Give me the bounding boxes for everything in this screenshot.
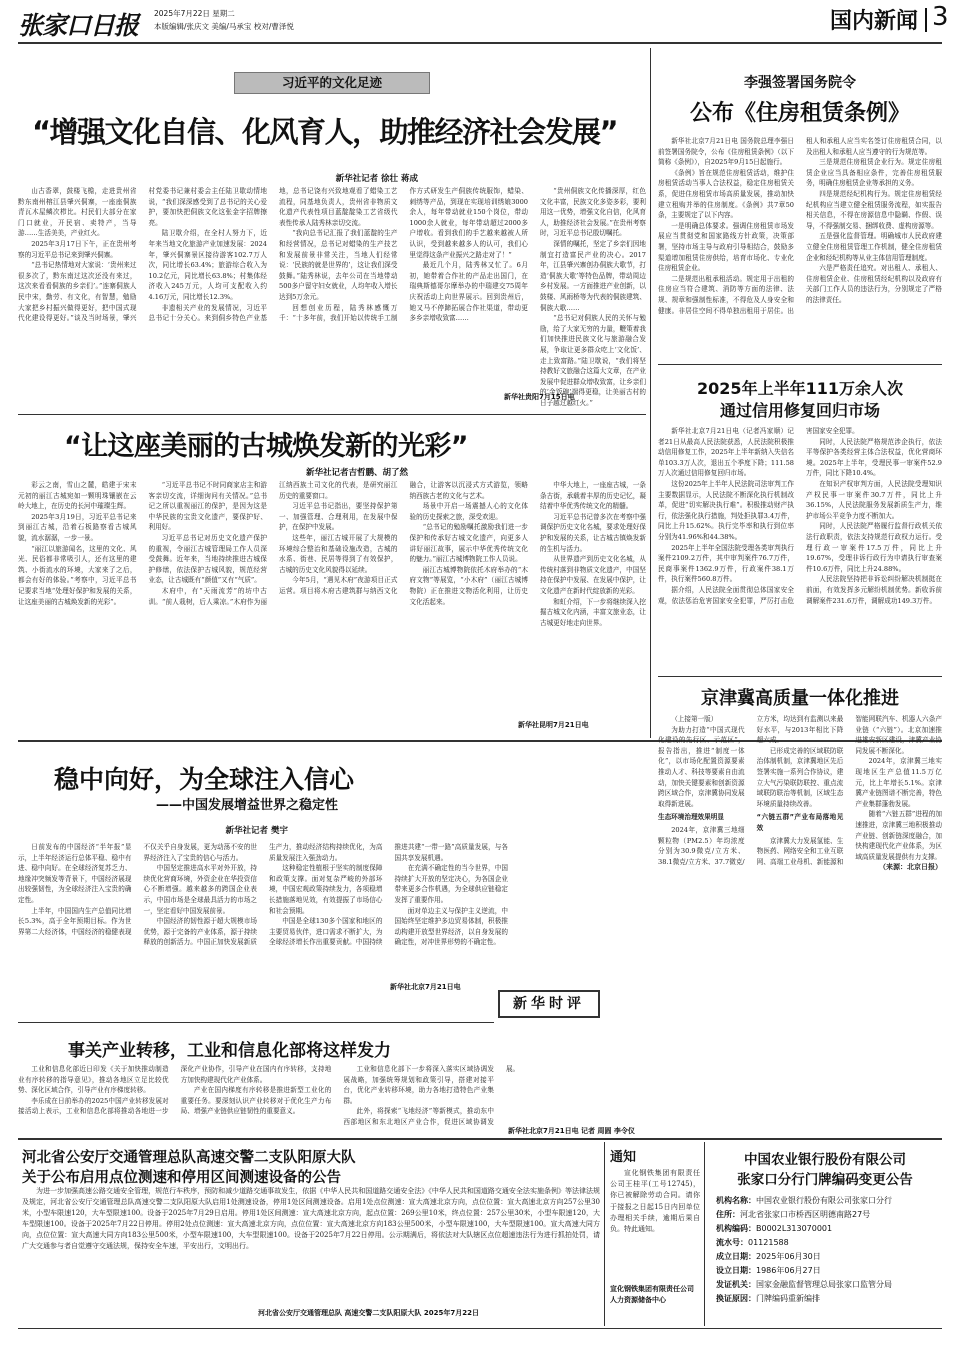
paragraph: 同时，人民法院严格规范涉企执行，依法平等保护各类经营主体合法权益，优化营商环境。2025年上半年，受理民事一审案件52.9万件，同比下降10.4%。 bbox=[806, 437, 942, 478]
paragraph: 这种稳定性植根于坚实的制度保障和政策支撑。面对复杂严峻的外部环境，中国宏观政策持续发力，各项稳增长措施落地见效，有效提振了市场信心和社会预期。 bbox=[269, 864, 383, 915]
section-rule bbox=[658, 364, 942, 365]
masthead-rule bbox=[18, 42, 942, 44]
paragraph: “丽江以旅游闻名，这里的文化、风光、民俗都非常吸引人，还有这里的建筑、小街流水的环境，大家来了之后，都会有好的体验。”考察中，习近平总书记要求当地“处理好保护和发展的关系，让这座美丽的古城焕发新的光彩”。 bbox=[18, 544, 137, 606]
paragraph: （上接第一版） bbox=[671, 715, 718, 723]
paragraph: 六是严格责任追究。对出租人、承租人、住房租赁企业、住房租赁经纪机构以及政府有关部门工作人员的违法行为，分别规定了严格的法律责任。 bbox=[806, 264, 942, 304]
paragraph: 中华大地上，一座座古城，一条条古街，承载着丰厚的历史记忆，凝结着中华优秀传统文化的精髓。 bbox=[540, 481, 646, 511]
economy-byline: 新华社记者 樊宇 bbox=[225, 826, 288, 836]
abc-notice bbox=[708, 1142, 942, 1326]
abc-notice-title-line2: 张家口分行门牌编码变更公告 bbox=[737, 1172, 913, 1188]
rental-body bbox=[658, 136, 942, 354]
paragraph: 京津冀大力发展氢能、生物医药、网络安全和工业互联网、高端工业母机、新能源和智能网联汽车、机器人六条产业链（“六链”）。北京加速推进雄安新区建设，津冀产业协同发展不断深化。 bbox=[756, 715, 942, 866]
field-value: 门牌编码重新编排 bbox=[756, 1294, 820, 1303]
economy-dateline: 新华社北京7月21日电 bbox=[390, 983, 461, 991]
xi-dateline: 新华社贵阳7月15日电 bbox=[504, 393, 575, 401]
paragraph: 一是明确总体要求。强调住房租赁市场发展应当贯彻党和国家路线方针政策，决策部署，坚持市场主导与政府引导相结合，鼓励多渠道增加租赁住房供给，培育市场化、专业化住房租赁企业。 bbox=[658, 221, 794, 273]
paragraph: “我向总书记汇报了我们蓝靛的生产和经营情况，总书记对蜡染的生产技艺和发展前景非常关注，当地人们经常说：‘民族的就是世界的’，这让我们深受鼓舞。”陆秀林说，去年公司在当地带动500多户留守妇女就业，人均年收入增长达到5万余元。 bbox=[279, 229, 398, 301]
traffic-notice bbox=[18, 1142, 600, 1326]
paragraph: 从世界遗产到历史文化名城，从传统村落到非物质文化遗产，中国坚持在保护中发展、在发展中保护，让文化遗产在新时代绽放新的光彩。 bbox=[540, 555, 646, 595]
paragraph: 习近平总书记指出，要坚持保护第一、加强管理、合理利用，在发展中保护，在保护中发展。 bbox=[279, 502, 398, 532]
oldtown-story bbox=[18, 418, 646, 738]
industry-story bbox=[18, 1026, 658, 1135]
section-divider bbox=[925, 8, 927, 32]
field-label: 机构名称： bbox=[716, 1196, 756, 1205]
paragraph: 已形成完善的区域联防联治体制机制，京津冀地区先后签署实施一系列合作协议，建立大气污染联防联控、重点流域联防联治等机制，区域生态环境质量持续改善。 bbox=[756, 746, 844, 808]
paragraph: 回想创业历程，陆秀林感慨万千：“十多年前，我们开始以传统手工制作方式研发生产侗族传统服饰，蜡染、刺绣等产品，到现在实现培训绣娘3000余人，每年带动就业150个岗位，带动1000余人就业，每年带动超过2000多户增收。看到我们的手艺越来越被人所认识，受到越来越多人的认可，我们心里觉得这条产业振兴之路走对了！” bbox=[279, 187, 528, 323]
field-value: 01121588 bbox=[748, 1238, 789, 1247]
rental-headline: 公布《住房租赁条例》 bbox=[689, 101, 910, 126]
column-kicker: 习近平的文化足迹 bbox=[234, 72, 430, 94]
paragraph: “习近平总书记不时同商家店主和游客亲切交流，详细询问有关情况。”总书记之所以重视丽江的保护，是因为这是中华民族的宝贵文化遗产，要保护好、利用好。 bbox=[148, 481, 267, 532]
bottom-rule bbox=[18, 1328, 942, 1329]
oldtown-headline: “让这座美丽的古城焕发新的光彩” bbox=[64, 431, 468, 462]
jjj-body bbox=[658, 714, 942, 1040]
newspaper-logo: 张家口日报 bbox=[18, 11, 139, 40]
paragraph: 在知识产权审判方面，人民法院受理知识产权民事一审案件30.7万件，同比上升36.15%，人民法院服务发展新质生产力，维护市场公平竞争力度不断加大。 bbox=[806, 479, 942, 520]
dismissal-notice-body bbox=[610, 1168, 700, 1280]
field-value: 中国农业银行股份有限公司张家口分行 bbox=[756, 1196, 892, 1205]
paragraph: 2025年3月19日，习近平总书记来到丽江古城，沿着石板路察看古城风貌，流水潺潺，一步一景。 bbox=[18, 512, 137, 542]
paragraph: 工业和信息化部下一步将深入落实区域协调发展战略，加强统筹规划和政策引导，搭建对接平台，优化产业转移环境，助力各地打造特色产业集群。 bbox=[343, 1065, 494, 1105]
paragraph: 2024年，京津冀三地实现地区生产总值11.5万亿元，比上年增长5.1%。京津冀产业链图谱不断完善，特色产业集群蓬勃发展。 bbox=[855, 757, 942, 808]
page-number: 3 bbox=[932, 2, 949, 32]
paragraph: 深情的嘱托，坚定了乡亲们因地制宜打造富民产业的决心。2017年，江县肇兴寨创办侗族大歌节，打造‘侗族大歌’等特色品牌，带动周边乡村发展。一方面推进产业创新，以鼓楼、风雨桥等为代表的侗族建筑、侗族大歌…… bbox=[540, 239, 646, 312]
paragraph: 和虹介绍，下一步将继续深入挖掘古城文化内涵，丰富文旅业态，让古城更好地走向世界。 bbox=[540, 597, 646, 627]
economy-story bbox=[18, 746, 508, 1016]
traffic-notice-title-line2: 关于公布启用点位测速和停用区间测速设备的公告 bbox=[22, 1170, 341, 1186]
column-tag: 新华时评 bbox=[513, 996, 585, 1012]
xi-story bbox=[18, 48, 646, 408]
section-rule bbox=[18, 414, 646, 415]
paragraph: 据介绍，人民法院全面贯彻总体国家安全观，依法惩治危害国家安全犯罪，严厉打击危害国家安全犯罪。 bbox=[658, 427, 859, 605]
xi-body bbox=[18, 186, 528, 406]
oldtown-body bbox=[18, 480, 528, 734]
traffic-notice-title-line1: 河北省公安厅交通管理总队高速交警二支队阳原大队 bbox=[22, 1150, 356, 1166]
masthead bbox=[18, 2, 949, 42]
xi-body-last-col bbox=[540, 186, 646, 407]
industry-dateline: 新华社北京7月21日电 记者 周圆 李令仪 bbox=[508, 1127, 635, 1135]
paragraph: 此外，将探索“飞地经济”等新模式，推动东中西部地区和东北地区产业合作，促进区域协调发展。 bbox=[343, 1065, 520, 1126]
oldtown-body-last-col bbox=[540, 480, 646, 720]
field-value: 1986年06月27日 bbox=[756, 1266, 821, 1275]
paragraph: 丽江古城博物院依托木府举办的“木府文物”等展览，“小木府”（丽江古城博物院）正在推进文物活化利用，让历史文化活起来。 bbox=[409, 565, 528, 606]
field-label: 住所： bbox=[716, 1210, 740, 1219]
paragraph: 中国是全球130多个国家和地区的主要贸易伙伴，进口需求不断扩大，为全球经济增长作出重要贡献。中国持续推进共建“一带一路”高质量发展，与各国共享发展机遇。 bbox=[269, 843, 508, 947]
paragraph: 彩云之南，雪山之麓，皓建于宋末元初的丽江古城宛如一颗明珠镶嵌在云岭大地上，在历史的长河中璀璨生辉。 bbox=[18, 481, 137, 511]
paragraph: 五是强化监督管理。明确城市人民政府建立健全住房租赁管理工作机制，健全住房租赁企业和经纪机构等从业主体信用管理制度。 bbox=[806, 232, 942, 262]
paragraph: 新华社北京7月21日电（记者冯家顺）记者21日从最高人民法院获悉，人民法院积极推动信用修复工作，2025年上半年新纳入失信名单103.3万人次，退出五个季度下降；111.58万人次通过信用修复回归市场。 bbox=[658, 427, 794, 478]
xi-byline: 新华社记者 徐壮 蒋成 bbox=[335, 174, 418, 184]
credit-story bbox=[658, 370, 942, 670]
paragraph: 这些年，丽江古城开展了大规模的环境综合整治和基础设施改造，古城的水系、街巷、民居等得到了有效保护，古城的历史文化风貌得以延续。 bbox=[279, 533, 398, 574]
paragraph: 随着“六链五群”进程的加速推进，京津冀三地积极推动产业链、创新链深度融合，加快构建现代化产业体系，为区域高质量发展提供有力支撑。 bbox=[855, 810, 942, 861]
field-row bbox=[716, 1236, 942, 1250]
economy-headline: 稳中向好，为全球注入信心 bbox=[54, 765, 355, 794]
paragraph: 二是规范出租承租活动。规定用于出租的住房应当符合建筑、消防等方面的法律、法规、规章和强制性标准，不得危及人身安全和健康。非居住空间不得单独出租用于居住。出租人和承租人应当实名签订住房租赁合同，以及出租人和承租人应当遵守的行为规范等。 bbox=[658, 137, 942, 315]
field-value: B0002L313070001 bbox=[756, 1224, 833, 1233]
paragraph: 习近平总书记曾多次在考察中强调保护历史文化名城，要求处理好保护和发展的关系，让古城古镇焕发新的生机与活力。 bbox=[540, 512, 646, 553]
industry-body bbox=[18, 1064, 520, 1128]
field-value: 国家金融监督管理总局张家口监管分局 bbox=[756, 1280, 892, 1289]
rental-kicker: 李强签署国务院令 bbox=[744, 75, 856, 91]
field-row bbox=[716, 1222, 942, 1236]
field-label: 换证原因： bbox=[716, 1294, 756, 1303]
credit-body bbox=[658, 426, 942, 666]
column-divider bbox=[650, 48, 651, 738]
notice-divider bbox=[704, 1142, 705, 1326]
paragraph: 陆卫歇介绍，在全村人努力下，近年来当地文化旅游产业加速发展：2024年，肇兴侗寨景区接待游客102.7万人次，同比增长63.4%；旅游综合收入为10.2亿元，同比增长63.8%；村集体经济收入245万元，人均可支配收入约4.16万元，同比增长12.3%。 bbox=[148, 229, 267, 301]
field-label: 流水号： bbox=[716, 1238, 748, 1247]
paragraph: 非遗相关产业的发展情况，习近平总书记十分关心。来到侗乡特色产业基地，总书记饶有兴致地观看了蜡染工艺流程，同基地负责人，贵州省非物质文化遗产代表性项目蓝靛靛染工艺省级代表性传承人陆秀林亲切交流。 bbox=[148, 187, 398, 323]
paragraph: 今年5月，“遇见木府”夜游项目正式运营。项目将木府古建筑群与纳西文化融合，让游客以沉浸式方式游览，领略纳西族古老的文化与艺术。 bbox=[279, 481, 528, 595]
dismissal-notice-sign: 宣化钢铁集团有限责任公司人力资源储备中心 bbox=[610, 1285, 694, 1304]
paragraph: 工业和信息化部近日印发《关于加快推动制造业有序转移的指导意见》，推动各地区立足比较优势、深化区域合作，引导产业有序梯度转移。 bbox=[18, 1065, 169, 1095]
section-rule bbox=[658, 676, 942, 677]
paragraph: 为助力打造“中国式现代化建设的先行区、示范区”，报告指出，推进“制度一体化”，以市场化配置资源要素推动人才、科技等要素自由流动，加快关键要素和创新资源跨区域合作，京津冀协同发展取得新进展。 bbox=[658, 725, 745, 808]
paragraph: 新华社北京7月21日电 国务院总理李强日前签署国务院令，公布《住房租赁条例》（以下简称《条例》），自2025年9月15日起施行。 bbox=[658, 137, 794, 167]
field-label: 机构编码： bbox=[716, 1224, 756, 1233]
field-row bbox=[716, 1278, 942, 1292]
paragraph: 四是规范经纪机构行为。规定住房租赁经纪机构应当建立健全租赁服务流程，如实报告相关信息，不得在房源信息中隐瞒、作假、误导，不得强制交易、捆绑收费、虚构房源等。 bbox=[806, 189, 942, 230]
paragraph: 山古香翠，鼓楼飞檐，走进贵州省黔东南州榕江县肇兴侗寨，一座座侗族青瓦木屋鳞次栉比。村民们大部分在家门口就业，开民宿、卖特产，当导游……生活美美，产业红火。 bbox=[18, 187, 137, 238]
paragraph: 在充满不确定性的当今世界，中国持续扩大开放的坚定决心，为各国企业带来更多合作机遇，为全球供应链稳定发挥了重要作用。 bbox=[394, 864, 508, 904]
jjj-source: （来源：北京日报） bbox=[878, 863, 942, 872]
paragraph: 人民法院坚持把非诉讼纠纷解决机制挺在前面，有效发挥多元解纷机制优势。新收诉前调解案件231.6万件，调解成功149.3万件。 bbox=[806, 575, 942, 605]
oldtown-byline: 新华社记者吉哲鹏、胡了然 bbox=[305, 468, 408, 478]
traffic-notice-body bbox=[22, 1186, 600, 1306]
economy-subtitle: ——中国发展增益世界之稳定性 bbox=[156, 798, 339, 813]
paragraph: 同时，人民法院严格履行监督行政机关依法行政职责，依法支持规范行政权力运行。受理行政一审案件17.5万件，同比上升19.67%，受理非诉行政行为申请执行审查案件10.6万件，同比上升24.88%。 bbox=[806, 522, 942, 573]
field-label: 成立日期： bbox=[716, 1252, 756, 1261]
field-label: 发证机关： bbox=[716, 1280, 756, 1289]
field-row bbox=[716, 1292, 942, 1306]
paragraph: “总书记热情地对大家说：‘贵州来过很多次了，黔东南过这次还没有来过，这次来看看侗族的乡亲们’。”连寨侗族人民中宋，勤劳、有文化，有智慧，勉励大家把乡村振兴做得更好，把中国式现代化建设得更好。”谈及当时场景，肇兴村党委书记兼村委会主任陆卫歇动情地说，“我们深深感受到了总书记的关心爱护，要加快把侗族文化这张金字招牌擦亮。 bbox=[18, 187, 267, 323]
subheading: “六链五群”产业布局落地见效 bbox=[756, 813, 844, 832]
abc-notice-fields bbox=[716, 1194, 942, 1306]
oldtown-dateline: 新华社昆明7月21日电 bbox=[518, 721, 589, 729]
industry-headline: 事关产业转移，工业和信息化部将这样发力 bbox=[68, 1041, 391, 1061]
paragraph: 面对单边主义与保护主义逆流，中国始终坚定维护多边贸易体制，积极推动构建开放型世界经济，以自身发展的确定性，对冲世界形势的不确定性。 bbox=[394, 906, 508, 947]
paragraph: 李乐成在日前举办的2025中国产业转移发展对接活动上表示，工业和信息化部将推动各地进一步深化产业协作，引导产业在国内有序转移，支持地方加快构建现代化产业体系。 bbox=[18, 1065, 332, 1116]
paragraph: 木府中，有“天雨流芳”的坊中古训。“前人栽树，后人乘凉。”木府作为丽江纳西族土司文化的代表，是研究丽江历史的重要窗口。 bbox=[148, 481, 398, 606]
paragraph: 习近平总书记对历史文化遗产保护的重视，令丽江古城管理局工作人员深受鼓舞。近年来，当地持续推进古城保护修缮，依法保护古城风貌，规范经营业态，让古城既有“颜值”又有“气质”。 bbox=[148, 533, 267, 585]
field-value: 河北省张家口市桥西区明德南路27号 bbox=[740, 1210, 871, 1219]
paragraph: 2025年上半年全国法院受理各类审判执行案件2109.2万件，其中审判案件76.7万件，民商事案件1362.9万件，行政案件38.1万件，执行案件560.8万件。 bbox=[658, 543, 794, 584]
dismissal-notice-title: 通知 bbox=[610, 1150, 637, 1165]
abc-notice-title-line1: 中国农业银行股份有限公司 bbox=[744, 1152, 906, 1168]
credit-headline-line1: 2025年上半年111万余人次 bbox=[697, 379, 903, 398]
section-title: 国内新闻 bbox=[830, 9, 919, 34]
section-rule bbox=[18, 1022, 494, 1023]
paragraph: “贵州侗族文化传播深厚，红色文化丰富，民族文化多姿多彩，要利用这一优势，增强文化自信，化风育人，助推经济社会发展。”在贵州考察时，习近平总书记殷切嘱托。 bbox=[540, 187, 646, 238]
subheading: 生态环境治理效果明显 bbox=[658, 813, 724, 822]
field-row bbox=[716, 1208, 942, 1222]
field-row bbox=[716, 1264, 942, 1278]
paragraph: 三是规范住房租赁企业行为。规定住房租赁企业应当具备相应条件，完善住房租赁服务，明确住房租赁企业等承担的义务。 bbox=[806, 158, 942, 188]
paragraph: 2024年，京津冀三地细颗粒物（PM2.5）年均浓度分别为30.9微克/立方米、38.1微克/立方米、37.7微克/立方米，均达到有监测以来最好水平，与2013年相比下降超六成。 bbox=[658, 715, 844, 866]
jjj-headline: 京津冀高质量一体化推进 bbox=[701, 688, 899, 709]
paragraph: 2025年3月17日下午，正在贵州考察的习近平总书记来到肇兴侗寨。 bbox=[18, 239, 137, 259]
notices-rule bbox=[18, 1138, 942, 1140]
paragraph: 《条例》旨在规范住房租赁活动，维护住房租赁活动当事人合法权益，稳定住房租赁关系，促进住房租赁市场高质量发展，推动加快建立租购并举的住房制度。《条例》共7章50条，主要规定了以下内容。 bbox=[658, 168, 794, 220]
traffic-notice-sign: 河北省公安厅交通管理总队 高速交警二支队阳原大队 2025年7月22日 bbox=[258, 1309, 479, 1317]
field-label: 设立日期： bbox=[716, 1266, 756, 1275]
paragraph: 上半年，中国国内生产总值同比增长5.3%，高于全年预期目标。作为世界第二大经济体，中国经济的稳健表现不仅关乎自身发展，更为动荡不安的世界经济注入了宝贵的信心与活力。 bbox=[18, 843, 257, 936]
issue-date: 2025年7月22日 星期二 bbox=[154, 9, 235, 18]
paragraph: “总书记对侗族人民的关怀与勉励，给了大家无穷的力量，鞭策着我们加快推进民族文化与旅游融合发展，争取让更多群众吃上‘文化饭’、走上致富路。”陆卫歇说，“我们将坚持教好文旅融合这篇大文章，在产业发展中促进群众增收致富，让乡亲们的‘金饭碗’端得更稳，让美丽古村的日子越过越红火。” bbox=[540, 314, 646, 407]
column-tag-box bbox=[498, 990, 600, 1018]
paragraph: 场景中开启一场震撼人心的文化体验的历史探索之旅，深受欢迎。 bbox=[409, 502, 528, 521]
paragraph: 日前发布的中国经济“半年报”显示，上半年经济运行总体平稳、稳中有进、稳中向好。在全球经济复苏乏力、地缘冲突频发等背景下，中国经济展现出较强韧性，为全球经济注入宝贵的确定性。 bbox=[18, 843, 132, 904]
credit-headline-line2: 通过信用修复回归市场 bbox=[719, 401, 880, 420]
paragraph: 产业在国内梯度有序转移是推进新型工业化的重要任务。要深刻认识产业转移对于优化生产力布局、增强产业链供应链韧性的重要意义。 bbox=[180, 1086, 332, 1116]
field-value: 2025年06月30日 bbox=[756, 1252, 821, 1261]
xi-headline: “增强文化自信、化风育人，助推经济社会发展” bbox=[32, 115, 618, 149]
paragraph: 为进一步加强高速公路交通安全管理，规范行车秩序，预防和减少道路交通事故发生，依据《中华人民共和国道路交通安全法》《中华人民共和国道路交通安全法实施条例》等法律法规及规定，河北省公安厅交通管理总队高速交警二支队阳原大队启用1处测速设备，停用1处区间测速设备。启用1处点位测速：宣大高速北京方向，点位位置：宣大高速北京方向257公里30米，小型车限速120，大车型限速100。设备于2025年7月29日启用。停用1处区间测速：宣大高速北京方向，起点位置：269公里10米，终点位置：257公里30米，小型车限速120，大车型限速100。设备于2025年7月22日停用。停用2处点位测速：宣大高速北京方向，点位位置：宣大高速北京方向183公里500米，小型车限速100，大车型限速100。宣大高速大同方向，点位位置：宣大高速大同方向183公里500米，小型车限速100，大车型限速100。设备于2025年7月22日停用。公示期满后，将依法对大队辖区点位超速违法行为进行抓拍处罚，请广大交通参与者自觉遵守交通法规，保持安全车速，平安出行，文明出行。 bbox=[22, 1187, 600, 1250]
dismissal-notice bbox=[608, 1142, 700, 1326]
notice-divider bbox=[604, 1142, 605, 1326]
field-row bbox=[716, 1194, 942, 1208]
paragraph: 中国经济的韧性源于超大规模市场优势，源于完备的产业体系，源于持续释放的创新活力。中国正加快发展新质生产力，推动经济结构持续优化，为高质量发展注入强劲动力。 bbox=[143, 843, 383, 947]
paragraph: 这份2025年上半年人民法院司法审判工作主要数据显示，人民法院不断深化执行机制改革，促进“切实解决执行难”。积极推动财产执行，依法强化执行措施，判处拒执罪3.4万件，同比上升15.62%。执行完毕率和执行到位率分别为41.96%和44.38%。 bbox=[658, 479, 794, 541]
field-row bbox=[716, 1250, 942, 1264]
paragraph: 中国坚定推进高水平对外开放，持续优化营商环境，外资企业在华投资信心不断增强。越来越多的跨国企业表示，中国市场是全球最具活力的市场之一，坚定看好中国发展前景。 bbox=[143, 864, 257, 915]
rental-story bbox=[658, 60, 942, 360]
paragraph: 最近几个月，陆秀林又忙了。6月初，她带着合作社的产品走出国门，在瑞典斯德哥尔摩举办的中瑞建交75周年庆祝活动上向世界展示。回到贵州后，她又马不停蹄拓展合作社渠道，带动更多乡亲增收致富…… bbox=[409, 261, 528, 323]
paragraph: “总书记的勉励嘱托激励我们进一步保护和传承好古城文化遗产，向更多人讲好丽江故事，展示中华优秀传统文化的魅力。”丽江古城博物院工作人员说。 bbox=[409, 523, 528, 564]
paragraph: 宣化钢铁集团有限责任公司王桂平(工号12745)，你已被解除劳动合同。请你于接报之日起15日内回单位办理相关手续，逾期后果自负。特此通知。 bbox=[610, 1169, 700, 1234]
staff-credits: 本版编辑/张庆文 美编/马承宝 校对/曹泽悦 bbox=[154, 22, 294, 31]
